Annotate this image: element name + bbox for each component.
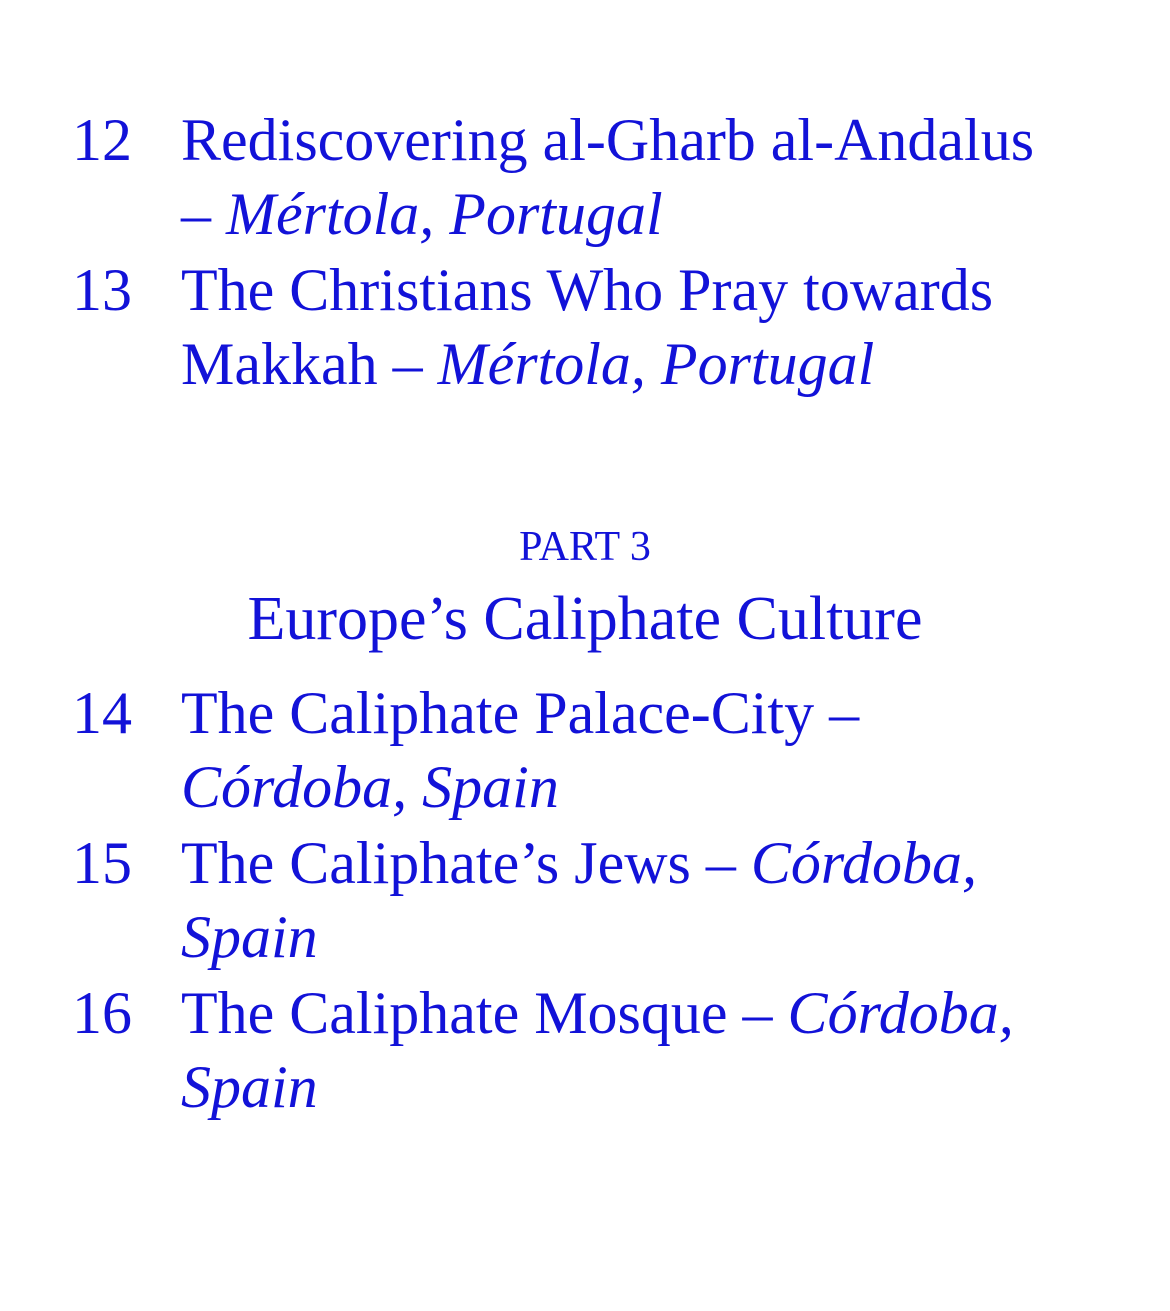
chapter-dash: – xyxy=(181,181,226,247)
part-title: Europe’s Caliphate Culture xyxy=(247,585,923,653)
chapter-dash: – xyxy=(727,980,788,1046)
chapter-title: The Caliphate’s Jews xyxy=(181,830,691,896)
part-label: PART 3 xyxy=(519,524,651,570)
chapter-title: Rediscovering al-Gharb al-Andalus xyxy=(181,107,1035,173)
chapter-number: 15 xyxy=(72,830,132,896)
chapter-dash: – xyxy=(814,680,860,746)
chapter-place-line2: Spain xyxy=(181,1054,318,1120)
chapter-number: 13 xyxy=(72,257,132,323)
chapter-dash: – xyxy=(690,830,751,896)
chapter-heading xyxy=(181,676,1141,824)
chapter-heading xyxy=(181,976,1141,1124)
chapter-place-line1: Córdoba, xyxy=(750,830,978,896)
chapter-number: 12 xyxy=(72,107,132,173)
chapter-number: 14 xyxy=(72,680,132,746)
chapter-place: Mértola, Portugal xyxy=(437,331,875,397)
chapter-title: The Caliphate Mosque xyxy=(181,980,728,1046)
chapter-heading xyxy=(181,253,1141,401)
chapter-title-line2: Makkah xyxy=(181,331,378,397)
chapter-heading xyxy=(181,826,1141,974)
chapter-dash: – xyxy=(377,331,438,397)
chapter-place: Córdoba, Spain xyxy=(181,754,559,820)
chapter-number: 16 xyxy=(72,980,132,1046)
chapter-place-line1: Córdoba, xyxy=(787,980,1014,1046)
chapter-place-line2: Spain xyxy=(181,904,318,970)
chapter-heading xyxy=(181,103,1141,251)
chapter-place: Mértola, Portugal xyxy=(226,181,663,247)
chapter-title: The Caliphate Palace-City xyxy=(181,680,815,746)
chapter-title-line1: The Christians Who Pray towards xyxy=(181,257,994,323)
